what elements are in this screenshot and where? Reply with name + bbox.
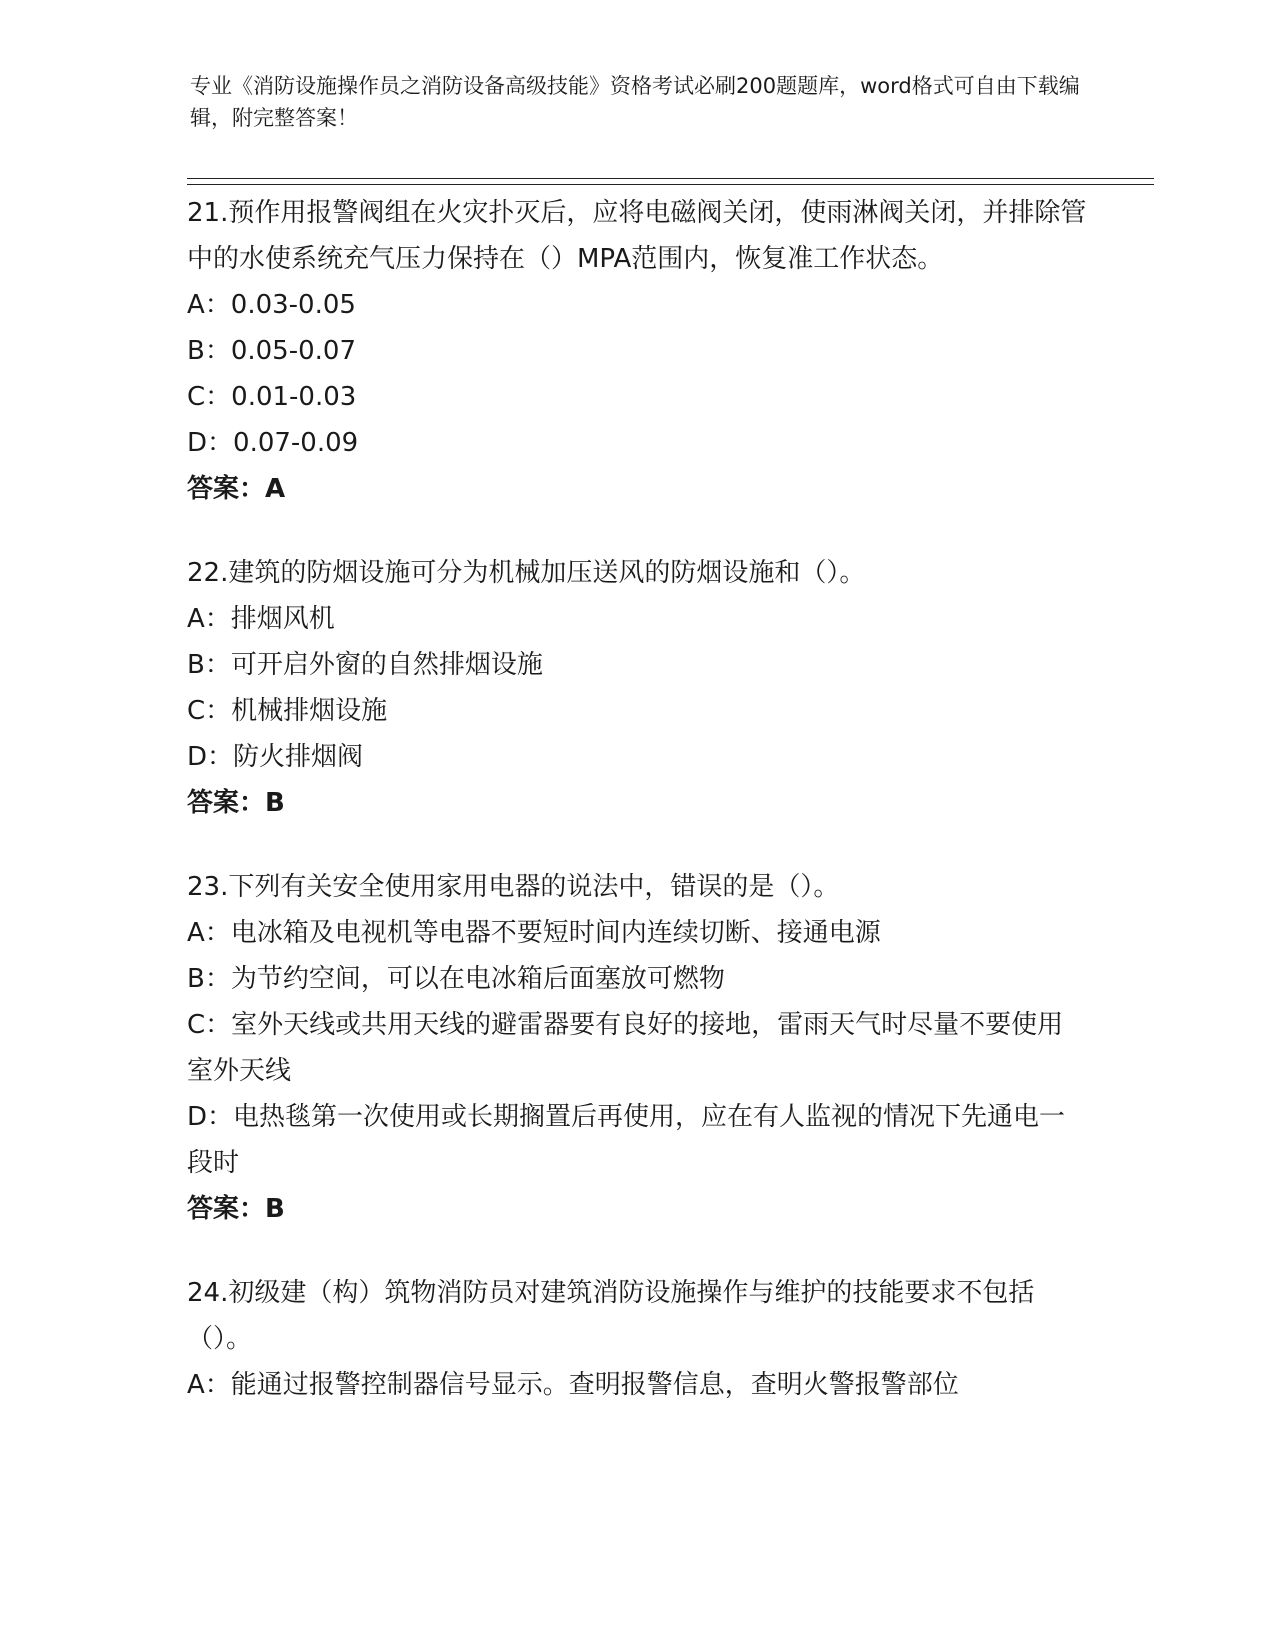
option-a: A：电冰箱及电视机等电器不要短时间内连续切断、接通电源 <box>187 918 881 948</box>
question-stem: 22.建筑的防烟设施可分为机械加压送风的防烟设施和（）。 <box>187 558 866 588</box>
option-a: A：排烟风机 <box>187 604 335 634</box>
option-b: B：可开启外窗的自然排烟设施 <box>187 650 543 680</box>
header-divider-top <box>187 178 1154 179</box>
question-22 <box>187 550 1087 826</box>
option-c: C：机械排烟设施 <box>187 696 388 726</box>
option-d: D：0.07-0.09 <box>187 428 359 458</box>
question-24 <box>187 1270 1087 1408</box>
option-b: B：0.05-0.07 <box>187 336 357 366</box>
question-23 <box>187 864 1087 1232</box>
question-21 <box>187 190 1087 512</box>
question-stem: 23.下列有关安全使用家用电器的说法中，错误的是（）。 <box>187 872 840 902</box>
document-body <box>187 190 1087 1446</box>
answer-line: 答案：A <box>187 474 286 504</box>
option-a: A：0.03-0.05 <box>187 290 356 320</box>
question-stem: 24.初级建（构）筑物消防员对建筑消防设施操作与维护的技能要求不包括（）。 <box>187 1278 1035 1354</box>
document-header: 专业《消防设施操作员之消防设备高级技能》资格考试必刷200题题库，word格式可自由下载编辑，附完整答案！ <box>190 74 1080 130</box>
option-d: D：防火排烟阀 <box>187 742 364 772</box>
answer-line: 答案：B <box>187 1194 285 1224</box>
header-divider-bottom <box>187 184 1154 185</box>
answer-line: 答案：B <box>187 788 285 818</box>
question-stem: 21.预作用报警阀组在火灾扑灭后，应将电磁阀关闭，使雨淋阀关闭，并排除管中的水使系统充气压力保持在（）MPA范围内，恢复准工作状态。 <box>187 198 1087 274</box>
option-d: D：电热毯第一次使用或长期搁置后再使用，应在有人监视的情况下先通电一段时 <box>187 1102 1066 1178</box>
option-c: C：室外天线或共用天线的避雷器要有良好的接地，雷雨天气时尽量不要使用室外天线 <box>187 1010 1064 1086</box>
option-a: A：能通过报警控制器信号显示。查明报警信息，查明火警报警部位 <box>187 1370 959 1400</box>
option-b: B：为节约空间，可以在电冰箱后面塞放可燃物 <box>187 964 725 994</box>
option-c: C：0.01-0.03 <box>187 382 357 412</box>
